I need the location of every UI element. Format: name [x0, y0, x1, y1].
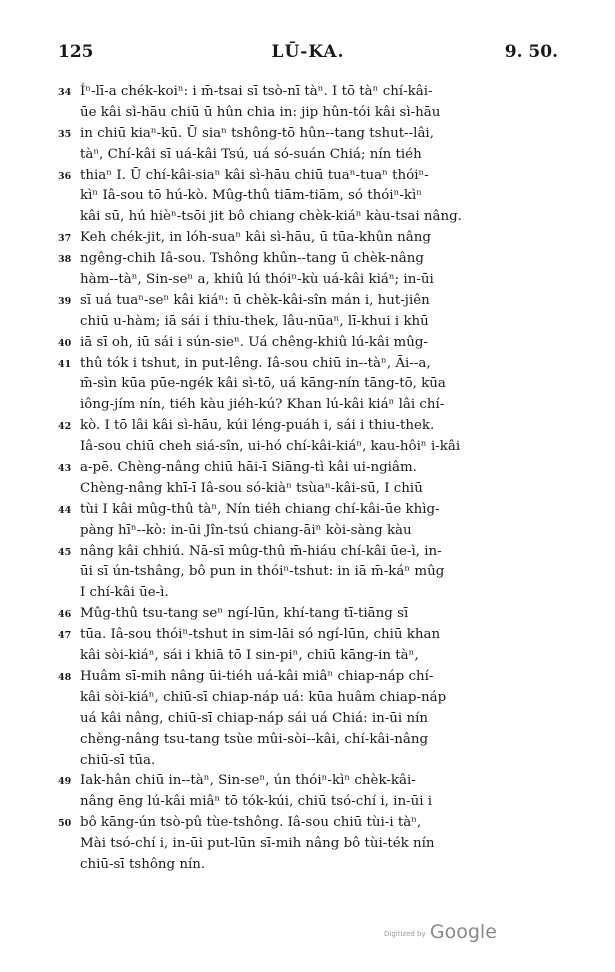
line-text: Keh chék-jit, in lóh-suaⁿ kâi sì-hāu, ū tūa-khûn nâng — [80, 230, 431, 246]
text-line — [58, 103, 558, 124]
verse-number: 41 — [58, 358, 72, 370]
text-line — [58, 395, 558, 416]
line-text: Iak-hân chiū in--tàⁿ, Sin-seⁿ, ún thóiⁿ-kìⁿ chèk-kâi- — [80, 773, 416, 789]
verse-number: 36 — [58, 170, 72, 182]
text-line — [58, 458, 558, 479]
text-line — [58, 228, 558, 249]
line-text: chiū-sī tshông nín. — [80, 856, 206, 872]
text-line — [58, 709, 558, 730]
line-text: a-pē. Chèng-nâng chiū hāi-ī Siāng-tì kâi ui-ngiâm. — [80, 460, 417, 476]
line-text: I chí-kâi ūe-ì. — [80, 585, 169, 601]
verse-number: 49 — [58, 776, 72, 788]
text-line — [58, 562, 558, 583]
text-line — [58, 834, 558, 855]
line-text: uá kâi nâng, chiū-sī chiap-náp sái uá Chiá: in-ūi nín — [80, 710, 428, 726]
line-text: tūa. Iâ-sou thóiⁿ-tshut in sim-lāi só ngí-lūn, chiū khan — [80, 627, 441, 643]
line-text: chiū-sī tūa. — [80, 752, 156, 768]
watermark-brand: Google — [429, 921, 497, 943]
line-text: kìⁿ Iâ-sou tō hú-kò. Mûg-thû tiām-tiām, só thóiⁿ-kìⁿ — [80, 188, 423, 204]
chapter-verse-reference: 9. 50. — [504, 42, 558, 62]
text-line — [58, 730, 558, 751]
text-line — [58, 186, 558, 207]
verse-number: 46 — [58, 609, 72, 621]
text-line — [58, 500, 558, 521]
verse-number: 40 — [58, 337, 72, 349]
line-text: hàm--tàⁿ, Sin-seⁿ a, khiû lú thóiⁿ-kù uá-kâi kiáⁿ; in-ūi — [80, 272, 434, 288]
text-line — [58, 479, 558, 500]
text-line — [58, 604, 558, 625]
text-line — [58, 688, 558, 709]
verse-number: 48 — [58, 671, 72, 683]
text-body — [58, 82, 558, 876]
text-line — [58, 792, 558, 813]
text-line — [58, 646, 558, 667]
text-line — [58, 583, 558, 604]
text-line — [58, 521, 558, 542]
line-text: Huâm sī-mih nâng ūi-tiéh uá-kâi miâⁿ chiap-náp chí- — [80, 668, 434, 684]
text-line — [58, 291, 558, 312]
text-line — [58, 166, 558, 187]
line-text: in chiū kiaⁿ-kū. Ū siaⁿ tshông-tō hûn--tang tshut--lâi, — [80, 125, 434, 141]
text-line — [58, 249, 558, 270]
line-text: thiaⁿ I. Ū chí-kâi-siaⁿ kâi sì-hāu chiū tuaⁿ-tuaⁿ thóiⁿ- — [80, 167, 429, 183]
verse-number: 35 — [58, 128, 72, 140]
verse-number: 43 — [58, 463, 72, 475]
text-line — [58, 374, 558, 395]
text-line — [58, 667, 558, 688]
line-text: kâi sòi-kiáⁿ, chiū-sī chiap-náp uá: kūa huâm chiap-náp — [80, 689, 447, 705]
line-text: Mài tsó-chí i, in-ūi put-lūn sī-mih nâng bô tùi-ték nín — [80, 836, 435, 852]
verse-number: 38 — [58, 254, 72, 266]
line-text: Chèng-nâng khī-ī Iâ-sou só-kiàⁿ tsùaⁿ-kâi-sū, I chiū — [80, 480, 423, 496]
digitized-watermark — [384, 921, 497, 943]
line-text: Mûg-thû tsu-tang seⁿ ngí-lūn, khí-tang tī-tiāng sī — [80, 606, 409, 622]
line-text: iông-jím nín, tiéh kàu jiéh-kú? Khan lú-kâi kiáⁿ lâi chí- — [80, 397, 445, 413]
running-title: LŪ-KA. — [271, 42, 345, 62]
verse-number: 42 — [58, 421, 72, 433]
verse-number: 44 — [58, 504, 72, 516]
line-text: kâi sòi-kiáⁿ, sái i khiā tō I sin-piⁿ, chiū kāng-in tàⁿ, — [80, 648, 419, 664]
line-text: sī uá tuaⁿ-seⁿ kâi kiáⁿ: ū chèk-kâi-sîn mán i, hut-jiên — [80, 292, 430, 308]
text-line — [58, 124, 558, 145]
line-text: Iâ-sou chiū cheh siá-sîn, ui-hó chí-kâi-kiáⁿ, kau-hôiⁿ i-kâi — [80, 439, 461, 455]
text-line — [58, 145, 558, 166]
line-text: ūi sī ún-tshâng, bô pun in thóiⁿ-tshut: in iā m̄-káⁿ mûg — [80, 564, 445, 580]
text-line — [58, 437, 558, 458]
line-text: chiū u-hàm; iā sái i thiu-thek, lâu-nūaⁿ, lī-khui i khū — [80, 313, 429, 329]
text-line — [58, 270, 558, 291]
text-line — [58, 751, 558, 772]
text-line — [58, 207, 558, 228]
text-line — [58, 813, 558, 834]
text-line — [58, 625, 558, 646]
verse-number: 47 — [58, 630, 72, 642]
verse-number: 39 — [58, 295, 72, 307]
line-text: pàng hīⁿ--kò: in-ūi Jîn-tsú chiang-āiⁿ kòi-sàng kàu — [80, 522, 412, 538]
watermark-prefix: Digitized by — [384, 930, 426, 938]
text-line — [58, 312, 558, 333]
line-text: bô kāng-ún tsò-pû tùe-tshông. Iâ-sou chiū tùi-i tàⁿ, — [80, 815, 422, 831]
line-text: Íⁿ-lī-a chék-koiⁿ: i m̄-tsai sī tsò-nī tàⁿ. I tō tàⁿ chí-kâi- — [80, 84, 433, 99]
line-text: m̄-sìn kūa pūe-ngék kâi sì-tō, uá kāng-nín tāng-tō, kūa — [80, 376, 446, 392]
text-line — [58, 82, 558, 103]
text-line — [58, 333, 558, 354]
verse-number: 37 — [58, 233, 72, 245]
verse-number: 34 — [58, 87, 72, 98]
verse-number: 45 — [58, 546, 72, 558]
line-text: thû tók i tshut, in put-lêng. Iâ-sou chiū in--tàⁿ, Āi--a, — [80, 355, 431, 371]
text-line — [58, 354, 558, 375]
verse-number: 50 — [58, 818, 72, 830]
page-header — [58, 42, 558, 68]
text-line — [58, 771, 558, 792]
line-text: kò. I tō lâi kâi sì-hāu, kúi léng-puáh i, sái i thiu-thek. — [80, 418, 435, 434]
text-line — [58, 416, 558, 437]
line-text: tàⁿ, Chí-kâi sī uá-kâi Tsú, uá só-suán Chiá; nín tiéh — [80, 146, 422, 162]
line-text: nâng ēng lú-kâi miâⁿ tō tók-kúi, chiū tsó-chí i, in-ūi i — [80, 794, 433, 810]
line-text: nâng kâi chhiú. Nā-sī mûg-thû m̄-hiáu chí-kâi ūe-ì, in- — [80, 543, 442, 559]
line-text: iā sī oh, iū sái i sún-sieⁿ. Uá chêng-khiû lú-kâi mûg- — [80, 334, 428, 350]
line-text: chèng-nâng tsu-tang tsùe mûi-sòi--kâi, chí-kâi-nâng — [80, 731, 429, 747]
page-number: 125 — [58, 42, 94, 62]
line-text: kâi sū, hú hièⁿ-tsōi jit bô chiang chèk-kiáⁿ kàu-tsai nâng. — [80, 209, 462, 225]
text-line — [58, 542, 558, 563]
line-text: ngêng-chih Iâ-sou. Tshông khûn--tang ū chèk-nâng — [80, 251, 424, 267]
line-text: ūe kâi sì-hāu chiū ū hûn chia in: jip hûn-tói kâi sì-hāu — [80, 104, 441, 120]
text-line — [58, 855, 558, 876]
line-text: tùi I kâi mûg-thû tàⁿ, Nín tiéh chiang chí-kâi-ūe khìg- — [80, 501, 440, 517]
